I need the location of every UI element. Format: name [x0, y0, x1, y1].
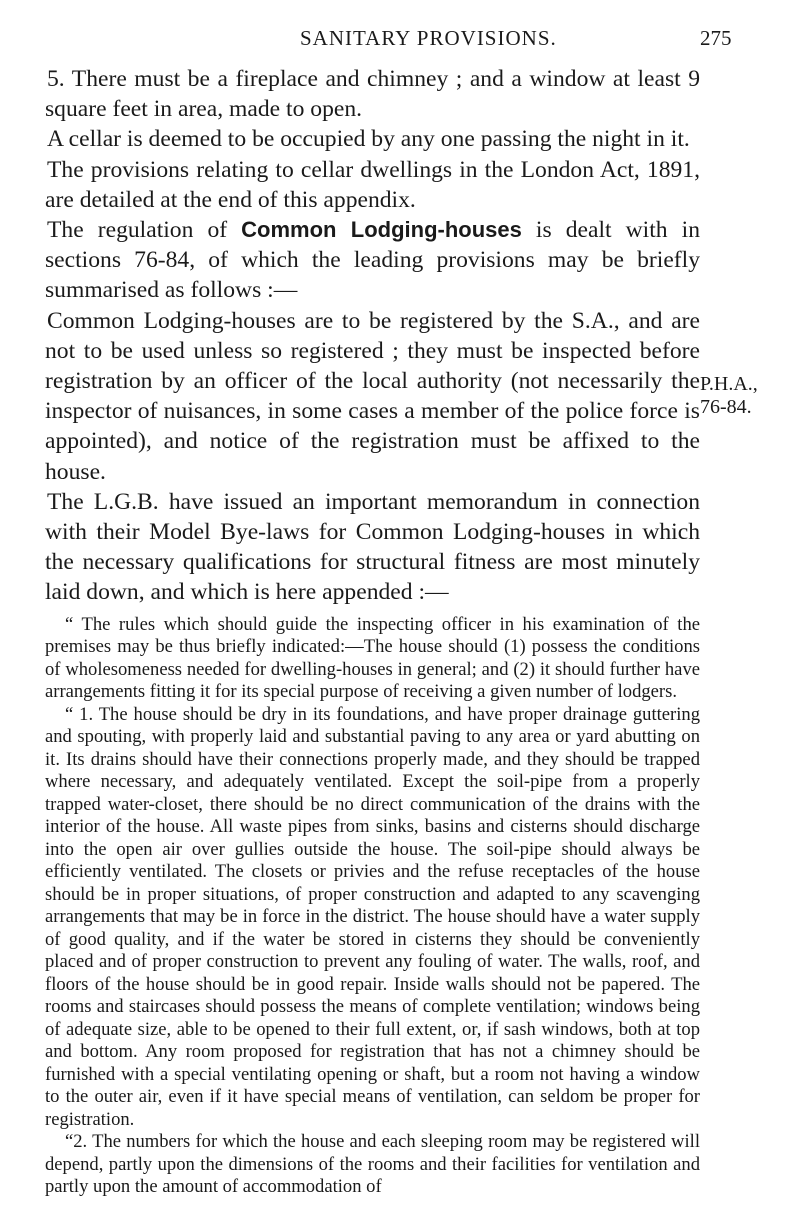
- text-run: is dealt with in sections 76-84, of which the leading provisions may be briefly summarised as follows :—: [45, 217, 701, 304]
- main-paragraphs: [45, 64, 700, 608]
- margin-note-line-2: 76-84.: [700, 396, 752, 418]
- margin-note-line-1: P.H.A.,: [700, 373, 758, 395]
- running-head: SANITARY PROVISIONS.: [300, 26, 557, 50]
- text-run: The regulation of: [47, 217, 242, 244]
- quote-rule-2: “2. The numbers for which the house and each sleeping room may be registered will depend, partly upon the dimensions of the rooms and their facilities for ventilation and partly upon the amount of accommodation of: [45, 1131, 700, 1198]
- paragraph-fireplace: 5. There must be a fireplace and chimney ; and a window at least 9 square feet in area, made to open.: [45, 66, 700, 123]
- paragraph-london-act: The provisions relating to cellar dwellings in the London Act, 1891, are detailed at the end of this appendix.: [45, 156, 700, 213]
- bold-term: Common Lodging-houses: [241, 217, 522, 243]
- quote-rule-1: “ 1. The house should be dry in its foundations, and have proper drainage guttering and spouting, with properly laid and substantial paving to any area or yard abutting on it. Its drains should have their connections properly made, and they should be trapped where necessary, and adequately ventilated. Except the soil-pipe from a properly trapped water-closet, there should be no direct communication of the drains with the interior of the house. All waste pipes from sinks, basins and cisterns should discharge into the open air over gullies outside the house. The soil-pipe should always be efficiently ventilated. The closets or privies and the refuse receptacles of the house should be in proper situations, of proper construction and adapted to any scavenging arrangements that may be in force in the district. The house should have a water supply of good quality, and if the water be stored in cisterns they should be conveniently placed and of proper construction to prevent any fouling of water. The walls, roof, and floors of the house should be in good repair. Inside walls should not be papered. The rooms and staircases should possess the means of complete ventilation; windows being of adequate size, able to be opened to their full extent, or, if sash windows, both at top and bottom. Any room proposed for registration that has not a chimney should be furnished with a special ventilating opening or shaft, but a room not having a window to the outer air, even if it have special means of ventilation, can seldom be proper for registration.: [45, 703, 700, 1130]
- paragraph-lodging-regulation: [45, 215, 700, 306]
- page-header: [0, 26, 800, 66]
- quoted-memorandum: [45, 614, 700, 1199]
- paragraph-cellar: A cellar is deemed to be occupied by any one passing the night in it.: [47, 126, 690, 153]
- quote-intro: “ The rules which should guide the inspecting officer in his examination of the premises may be thus briefly indicated:—The house should (1) possess the conditions of wholesomeness needed for dwelling-houses in general; and (2) it should further have arrangements fitting it for its special purpose of receiving a given number of lodgers.: [45, 613, 700, 703]
- body-text: [45, 64, 700, 1199]
- paragraph-memorandum: The L.G.B. have issued an important memorandum in connection with their Model Bye-laws for Common Lodging-houses in which the necessary qualifications for structural fitness are most minutely laid down, and which is here appended :—: [45, 488, 700, 606]
- page-number: 275: [700, 26, 732, 50]
- paragraph-registration: Common Lodging-houses are to be registered by the S.A., and are not to be used unless so registered ; they must be inspected before registration by an officer of the local authority (not necessarily the inspector of nuisances, in some cases a member of the police force is appointed), and notice of the registration must be affixed to the house.: [45, 307, 700, 485]
